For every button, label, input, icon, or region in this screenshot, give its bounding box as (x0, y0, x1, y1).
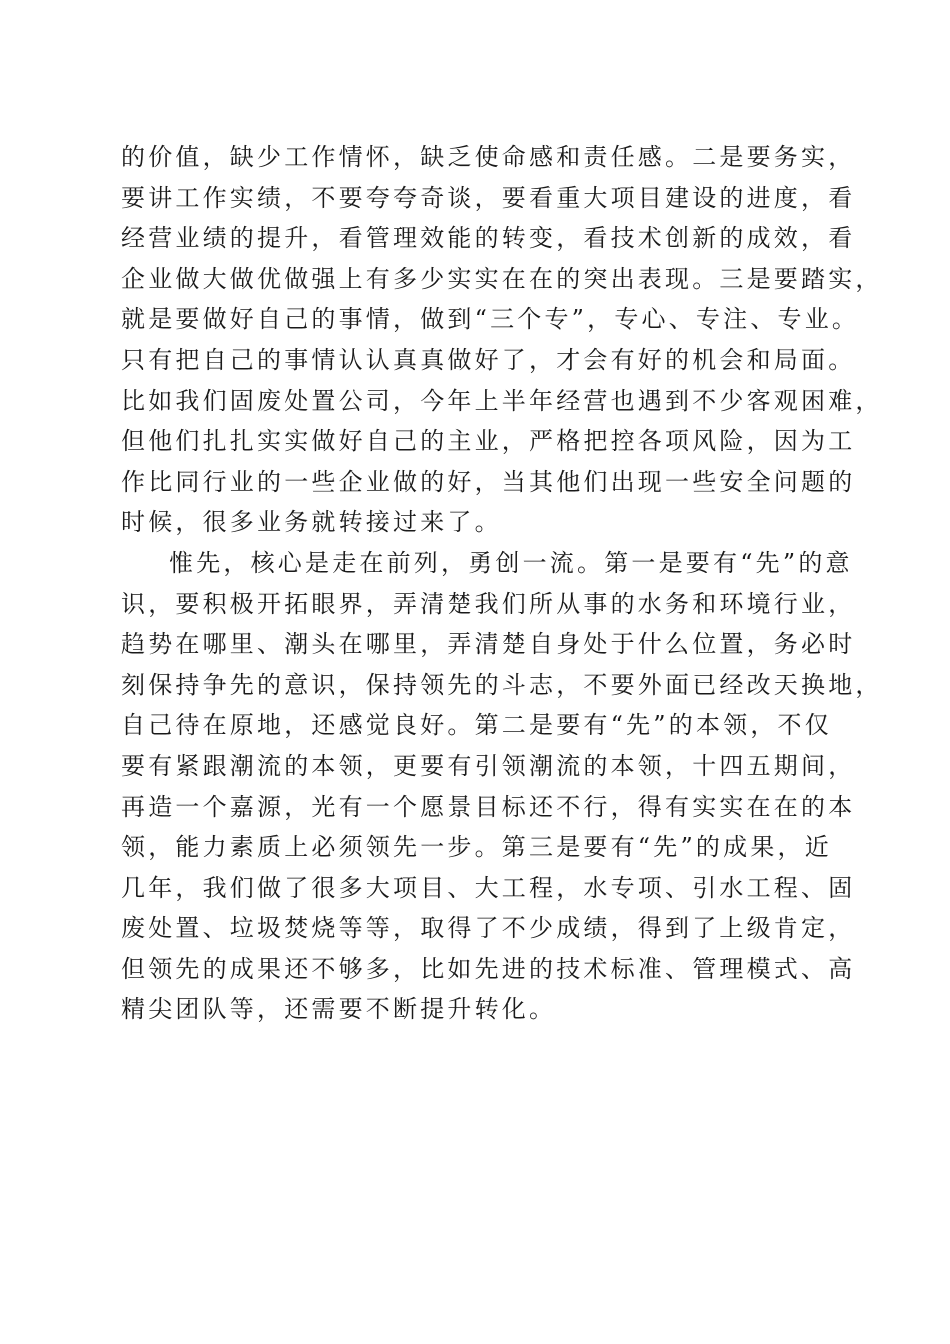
text-line: 自己待在原地，还感觉良好。第二是要有“先”的本领，不仅 (121, 711, 832, 740)
text-line: 但他们扎扎实实做好自己的主业，严格把控各项风险，因为工 (121, 427, 856, 456)
text-line: 要讲工作实绩，不要夸夸奇谈，要看重大项目建设的进度，看 (121, 183, 856, 212)
text-line: 再造一个嘉源，光有一个愿景目标还不行，得有实实在在的本 (121, 792, 856, 821)
text-line: 几年，我们做了很多大项目、大工程，水专项、引水工程、固 (121, 873, 856, 902)
text-line: 只有把自己的事情认认真真做好了，才会有好的机会和局面。 (121, 345, 856, 374)
text-line: 比如我们固废处置公司，今年上半年经营也遇到不少客观困难， (121, 386, 883, 415)
text-line: 要有紧跟潮流的本领，更要有引领潮流的本领，十四五期间， (121, 751, 856, 780)
text-line: 时候，很多业务就转接过来了。 (121, 508, 502, 537)
text-line: 领，能力素质上必须领先一步。第三是要有“先”的成果，近 (121, 833, 832, 862)
paragraph-continued (121, 137, 883, 543)
paragraph-weixian (121, 543, 883, 1030)
text-line: 作比同行业的一些企业做的好，当其他们出现一些安全问题的 (121, 467, 856, 496)
text-line: 刻保持争先的意识，保持领先的斗志，不要外面已经改天换地， (121, 670, 883, 699)
text-line: 经营业绩的提升，看管理效能的转变，看技术创新的成效，看 (121, 224, 856, 253)
text-line: 废处置、垃圾焚烧等等，取得了不少成绩，得到了上级肯定， (121, 914, 856, 943)
text-line: 趋势在哪里、潮头在哪里，弄清楚自身处于什么位置，务必时 (121, 630, 856, 659)
document-body (121, 137, 883, 1030)
text-line: 精尖团队等，还需要不断提升转化。 (121, 995, 557, 1024)
text-line: 识，要积极开拓眼界，弄清楚我们所从事的水务和环境行业， (121, 589, 856, 618)
text-line: 惟先，核心是走在前列，勇创一流。第一是要有“先”的意 (169, 548, 853, 577)
text-line: 但领先的成果还不够多，比如先进的技术标准、管理模式、高 (121, 954, 856, 983)
text-line: 的价值，缺少工作情怀，缺乏使命感和责任感。二是要务实， (121, 143, 856, 171)
text-line: 就是要做好自己的事情，做到“三个专”，专心、专注、专业。 (121, 305, 860, 334)
text-line: 企业做大做优做强上有多少实实在在的突出表现。三是要踏实， (121, 264, 883, 293)
